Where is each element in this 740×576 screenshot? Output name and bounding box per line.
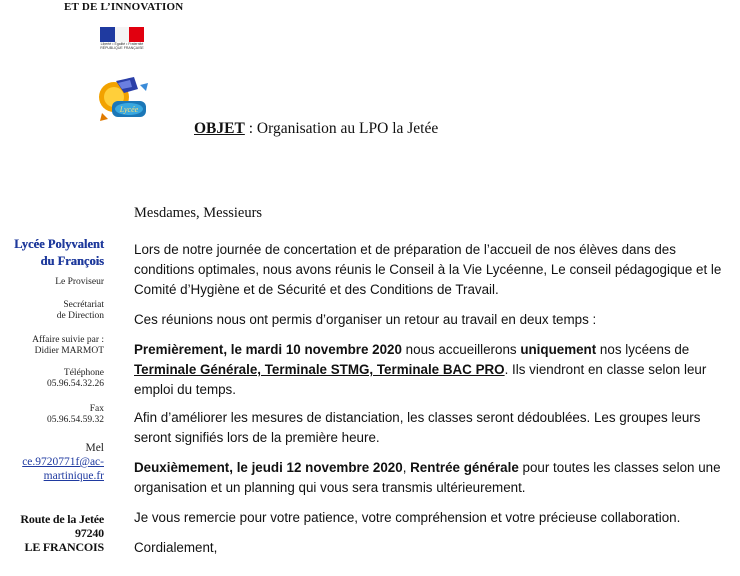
school-name-line2: du François: [40, 254, 104, 268]
marianne-republic: RÉPUBLIQUE FRANÇAISE: [100, 46, 144, 50]
phone-number: 05.96.54.32.26: [47, 379, 104, 389]
marianne-motto: Liberté • Égalité • Fraternité: [100, 42, 144, 46]
subject-label: OBJET: [194, 120, 245, 137]
paragraph-6: Je vous remercie pour votre patience, votre compréhension et votre précieuse collaboration.: [134, 510, 681, 525]
address-line2: 97240: [74, 526, 104, 540]
subject-line: [194, 120, 438, 138]
mail-label: Mel: [85, 442, 104, 454]
paragraph-1: Lors de notre journée de concertation et de préparation de l’accueil de nos élèves dans des conditions optimales, nous avons réunis le Conseil à la Vie Lycéenne, Le conseil pédagogique et le Comité d’Hygiène et de Sécurité et des Conditions de Travail.: [134, 242, 722, 297]
p3-text-3: . Ils viendront en classe selon leur emploi du temps.: [134, 362, 707, 397]
p5-text-2: pour toutes les classes selon une organisation et un planning qui vous sera transmis ultérieurement.: [134, 460, 721, 495]
address-line1: Route de la Jetée: [20, 512, 104, 526]
school-name: [14, 236, 104, 270]
secretariat-line1: Secrétariat: [63, 300, 104, 310]
subject-text: : Organisation au LPO la Jetée: [244, 120, 439, 137]
marianne-logo: [100, 27, 146, 57]
p5-date: Deuxièmement, le jeudi 12 novembre 2020: [134, 460, 403, 475]
fax-number: 05.96.54.59.32: [47, 415, 104, 425]
p3-text-2: nos lycéens de: [596, 342, 690, 357]
secretariat: [57, 300, 104, 322]
phone-label: Téléphone: [63, 368, 104, 378]
ministry-title: ET DE L’INNOVATION: [64, 1, 184, 13]
fax-label: Fax: [89, 404, 104, 414]
school-logo-icon: [94, 73, 152, 125]
paragraph-4: Afin d’améliorer les mesures de distanciation, les classes seront dédoublées. Les groupes leurs seront signifiés lors de la première heure.: [134, 410, 701, 445]
p3-date: Premièrement, le mardi 10 novembre 2020: [134, 342, 402, 357]
paragraph-2: Ces réunions nous ont permis d’organiser un retour au travail en deux temps :: [134, 312, 597, 327]
school-logo: [94, 73, 152, 125]
address: [20, 512, 104, 554]
secretariat-line2: de Direction: [56, 311, 104, 321]
p5-rentree: Rentrée générale: [410, 460, 519, 475]
school-name-line1: Lycée Polyvalent: [14, 237, 104, 251]
french-flag-icon: [100, 27, 144, 42]
paragraph-3: [134, 340, 724, 400]
greeting: Mesdames, Messieurs: [134, 205, 263, 221]
fax: [47, 404, 104, 426]
followup-name: Didier MARMOT: [34, 346, 104, 356]
paragraph-5: [134, 458, 724, 498]
address-line3: LE FRANCOIS: [24, 540, 104, 554]
mail-link-line1[interactable]: ce.9720771f@ac-: [22, 456, 104, 468]
p5-text-1: ,: [402, 460, 411, 475]
p3-text-1: nous accueillerons: [401, 342, 521, 357]
p3-classes: Terminale Générale, Terminale STMG, Terminale BAC PRO: [134, 362, 505, 377]
role: Le Proviseur: [55, 277, 104, 287]
followup: [32, 335, 104, 357]
logo-text: Lycée: [119, 105, 139, 114]
closing: Cordialement,: [134, 540, 218, 555]
mail-link-line2[interactable]: martinique.fr: [43, 470, 104, 482]
followup-label: Affaire suivie par :: [32, 335, 104, 345]
phone: [47, 368, 104, 390]
mail: [22, 441, 104, 483]
p3-only: uniquement: [520, 342, 597, 357]
